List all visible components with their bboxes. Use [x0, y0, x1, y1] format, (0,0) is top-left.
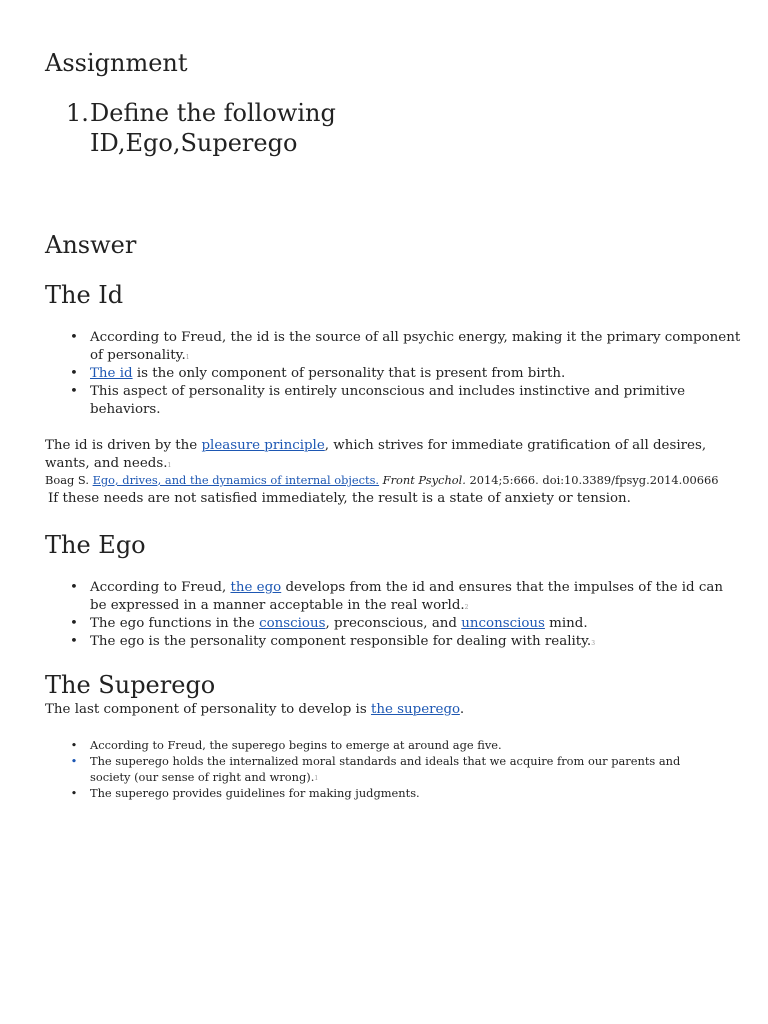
footnote-marker: 2: [464, 604, 469, 611]
footnote-marker: 1: [185, 354, 190, 361]
id-paragraph: [45, 437, 735, 473]
question-line-1: Define the following: [90, 99, 336, 127]
id-paragraph-text: The id is driven by the: [45, 438, 202, 453]
reference-author: Boag S.: [45, 473, 93, 487]
superego-heading: The Superego: [45, 671, 216, 699]
superego-bullet-2-text: The superego holds the internalized moral standards and ideals that we acquire from our parents and society (our sense of right and wrong).: [90, 754, 681, 784]
superego-intro: [45, 701, 464, 719]
question-number: 1.: [66, 99, 89, 127]
bullet-icon: •: [70, 384, 78, 399]
unconscious-link[interactable]: unconscious: [461, 616, 545, 631]
id-after-text: If these needs are not satisfied immediately, the result is a state of anxiety or tension.: [48, 491, 631, 506]
list-item: [45, 365, 745, 383]
ego-bullet-1-text: According to Freud,: [90, 580, 231, 595]
reference-link[interactable]: Ego, drives, and the dynamics of internal objects.: [92, 473, 380, 487]
footnote-marker: 1: [167, 462, 172, 469]
ego-bullet-2-text-2: , preconscious, and: [325, 616, 462, 631]
ego-bullet-2-text-3: mind.: [544, 616, 588, 631]
ego-bullet-2-text: The ego functions in the: [90, 616, 260, 631]
bullet-icon: •: [70, 754, 78, 768]
id-bullet-1-text: According to Freud, the id is the source of all psychic energy, making it the primary component of personality.: [90, 330, 741, 363]
the-ego-link[interactable]: the ego: [230, 580, 282, 595]
list-item: [45, 785, 715, 801]
reference-citation: [45, 472, 719, 488]
bullet-icon: •: [70, 738, 78, 752]
question-item: [66, 98, 406, 158]
list-item: [45, 383, 745, 419]
superego-intro-text: The last component of personality to develop is: [45, 702, 371, 717]
superego-intro-text-2: .: [459, 702, 465, 717]
the-superego-link[interactable]: the superego: [370, 702, 460, 717]
list-item: [45, 633, 725, 651]
superego-bullet-3-text: The superego provides guidelines for making judgments.: [90, 786, 420, 800]
list-item: [45, 753, 715, 785]
question-list: [66, 98, 406, 158]
list-item: [45, 615, 725, 633]
id-bullet-list: [45, 329, 745, 419]
reference-journal: Front Psychol.: [379, 473, 466, 487]
bullet-icon: •: [70, 786, 78, 800]
id-bullet-3-text: This aspect of personality is entirely unconscious and includes instinctive and primitive behaviors.: [90, 384, 686, 417]
question-line-2: ID,Ego,Superego: [90, 129, 298, 157]
footnote-marker: 3: [591, 640, 596, 647]
conscious-link[interactable]: conscious: [259, 616, 326, 631]
bullet-icon: •: [70, 330, 78, 345]
id-bullet-2-text: is the only component of personality that is present from birth.: [132, 366, 566, 381]
ego-bullet-3-text: The ego is the personality component responsible for dealing with reality.: [90, 634, 592, 649]
bullet-icon: •: [70, 634, 78, 649]
bullet-icon: •: [70, 616, 78, 631]
id-heading: The Id: [45, 281, 124, 309]
list-item: [45, 329, 745, 365]
pleasure-principle-link[interactable]: pleasure principle: [201, 438, 325, 453]
answer-heading: Answer: [45, 231, 137, 259]
superego-bullet-1-text: According to Freud, the superego begins to emerge at around age five.: [90, 738, 502, 752]
footnote-marker: 1: [314, 775, 319, 782]
assignment-title: Assignment: [45, 49, 188, 77]
reference-details: 2014;5:666. doi:10.3389/fpsyg.2014.00666: [465, 473, 719, 487]
id-paragraph-text-2: , which strives for immediate gratification of all desires, wants, and needs.: [45, 438, 707, 471]
ego-heading: The Ego: [45, 531, 146, 559]
list-item: [45, 579, 725, 615]
bullet-icon: •: [70, 366, 78, 381]
list-item: [45, 737, 715, 753]
ego-bullet-1-text-2: develops from the id and ensures that the impulses of the id can be expressed in a manner acceptable in the real world.: [90, 580, 723, 613]
ego-bullet-list: [45, 579, 725, 651]
the-id-link[interactable]: The id: [90, 366, 133, 381]
bullet-icon: •: [70, 580, 78, 595]
superego-bullet-list: [45, 737, 715, 801]
